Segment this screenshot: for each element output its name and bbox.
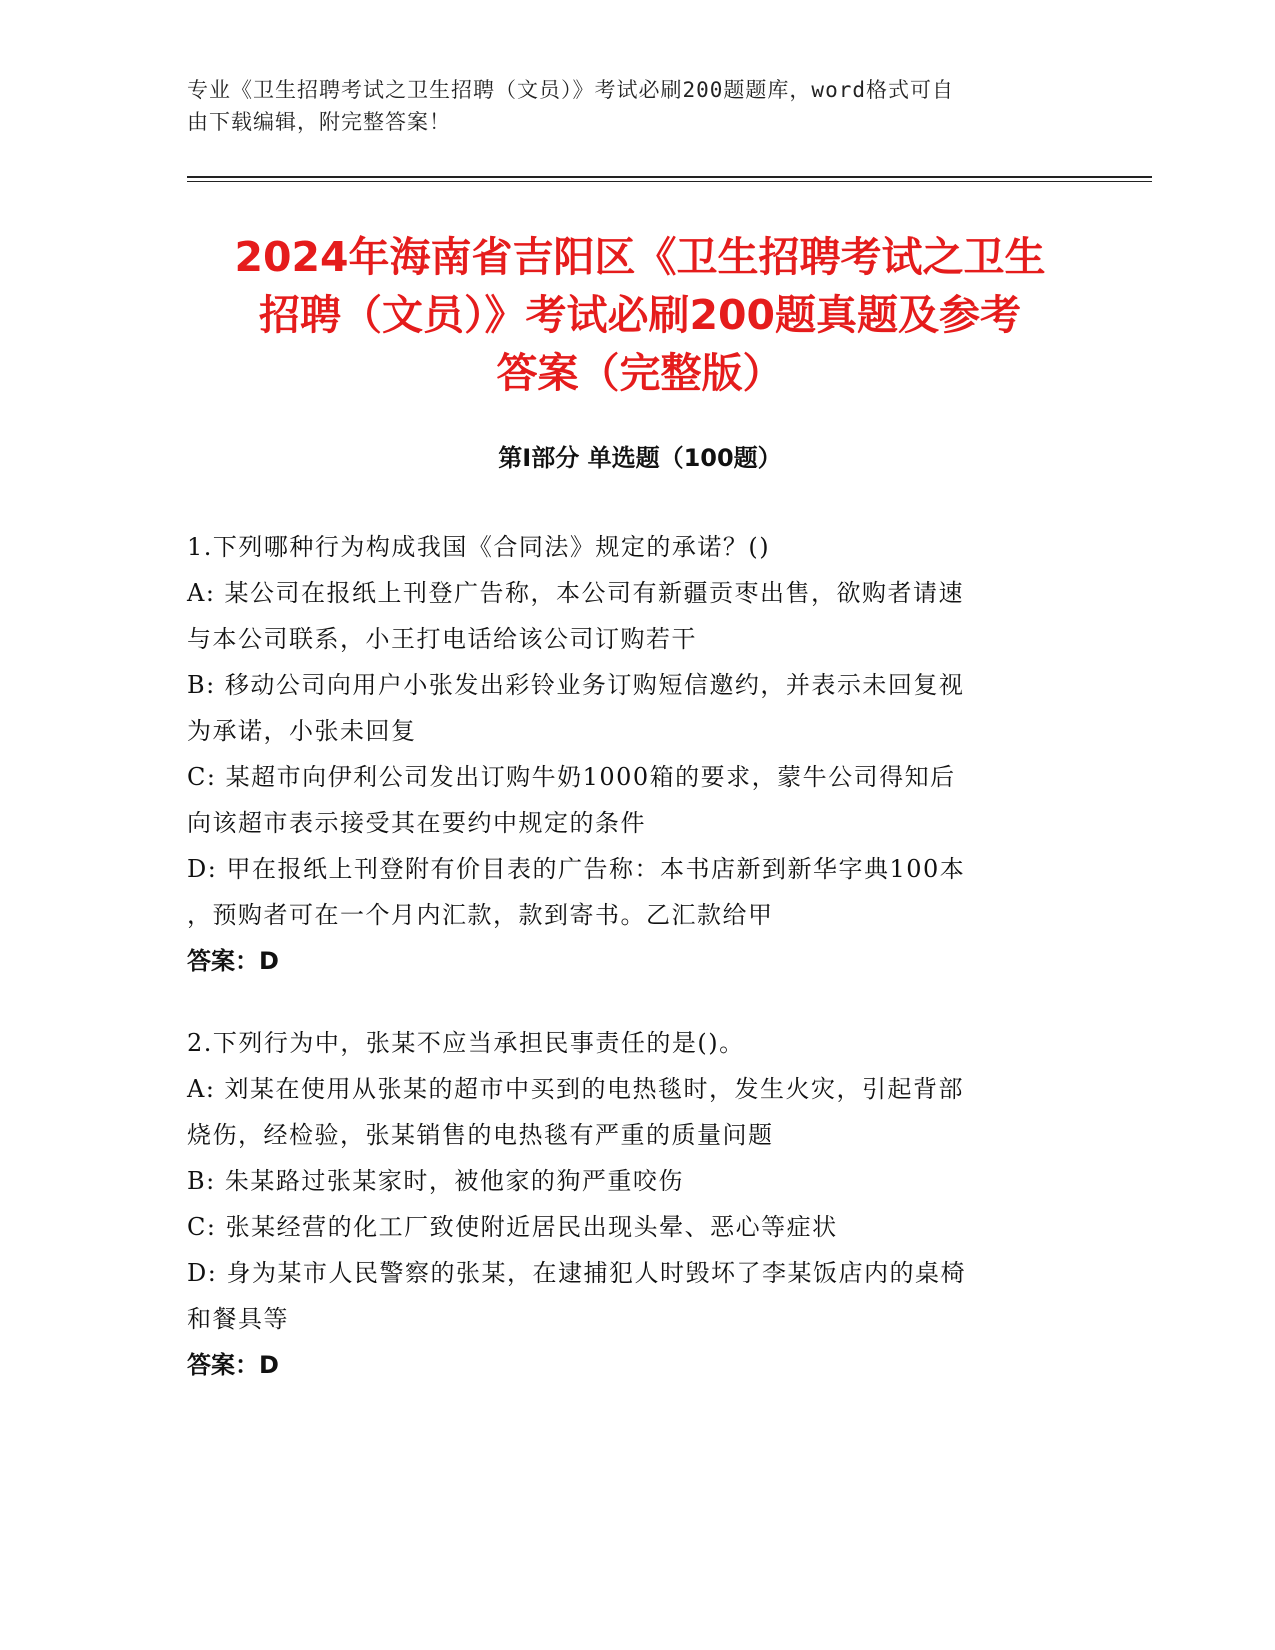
question-2 bbox=[187, 1020, 1077, 1388]
answer-text: 答案：D bbox=[187, 1351, 279, 1379]
question-stem: 2.下列行为中，张某不应当承担民事责任的是()。 bbox=[187, 1029, 745, 1057]
question-1 bbox=[187, 524, 1077, 984]
option-a-line-2: 与本公司联系，小王打电话给该公司订购若干 bbox=[187, 625, 697, 653]
option-c-line-1: C: 张某经营的化工厂致使附近居民出现头晕、恶心等症状 bbox=[187, 1213, 838, 1241]
option-d-line-2: ，预购者可在一个月内汇款，款到寄书。乙汇款给甲 bbox=[187, 901, 774, 929]
option-a-line-1: A: 刘某在使用从张某的超市中买到的电热毯时，发生火灾，引起背部 bbox=[187, 1075, 965, 1103]
header-note-line-1: 专业《卫生招聘考试之卫生招聘（文员）》考试必刷200题题库，word格式可自 bbox=[187, 78, 954, 102]
option-d-line-1: D: 身为某市人民警察的张某，在逮捕犯人时毁坏了李某饭店内的桌椅 bbox=[187, 1259, 966, 1287]
option-c-line-1: C: 某超市向伊利公司发出订购牛奶1000箱的要求，蒙牛公司得知后 bbox=[187, 763, 956, 791]
question-stem: 1.下列哪种行为构成我国《合同法》规定的承诺？() bbox=[187, 533, 771, 561]
option-b-line-1: B: 移动公司向用户小张发出彩铃业务订购短信邀约，并表示未回复视 bbox=[187, 671, 965, 699]
option-c-line-2: 向该超市表示接受其在要约中规定的条件 bbox=[187, 809, 646, 837]
title-line-2: 招聘（文员）》考试必刷200题真题及参考 bbox=[258, 291, 1022, 339]
answer-text: 答案：D bbox=[187, 947, 279, 975]
question-list bbox=[187, 524, 1077, 1424]
header-divider-thick bbox=[187, 176, 1152, 178]
option-d-line-1: D: 甲在报纸上刊登附有价目表的广告称：本书店新到新华字典100本 bbox=[187, 855, 966, 883]
header-note-line-2: 由下载编辑，附完整答案！ bbox=[187, 110, 451, 134]
header-divider-thin bbox=[187, 181, 1152, 182]
section-heading: 第Ⅰ部分 单选题（100题） bbox=[498, 444, 782, 472]
document-title bbox=[175, 228, 1105, 402]
title-line-1: 2024年海南省吉阳区《卫生招聘考试之卫生 bbox=[234, 233, 1046, 281]
header-note bbox=[187, 74, 1077, 138]
title-line-3: 答案（完整版） bbox=[496, 349, 784, 397]
option-b-line-1: B: 朱某路过张某家时，被他家的狗严重咬伤 bbox=[187, 1167, 684, 1195]
option-d-line-2: 和餐具等 bbox=[187, 1305, 289, 1333]
option-a-line-1: A: 某公司在报纸上刊登广告称，本公司有新疆贡枣出售，欲购者请速 bbox=[187, 579, 965, 607]
option-a-line-2: 烧伤，经检验，张某销售的电热毯有严重的质量问题 bbox=[187, 1121, 774, 1149]
option-b-line-2: 为承诺，小张未回复 bbox=[187, 717, 417, 745]
